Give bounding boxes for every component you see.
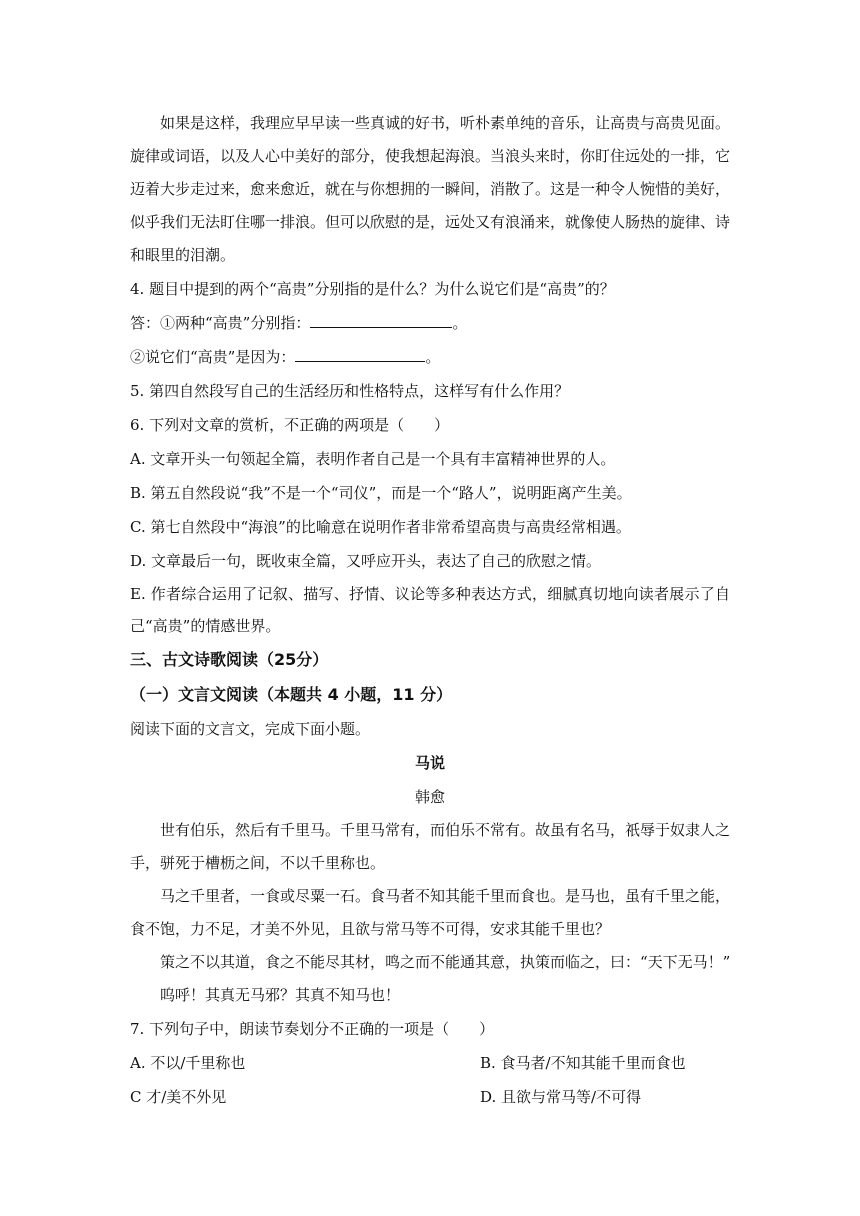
section-3-subtitle: （一）文言文阅读（本题共 4 小题，11 分） bbox=[130, 685, 453, 704]
classic-paragraph-3: 策之不以其道，食之不能尽其材，鸣之而不能通其意，执策而临之，曰：“天下无马！” bbox=[160, 953, 731, 971]
answer-2-label: ②说它们“高贵”是因为： bbox=[130, 348, 296, 366]
classic-title: 马说 bbox=[414, 754, 445, 772]
classic-paragraph-2: 马之千里者，一食或尽粟一石。食马者不知其能千里而食也。是马也，虽有千里之能，食不饱，力不足，才美不外见，且欲与常马等不可得，安求其能千里也？ bbox=[130, 887, 731, 938]
question-5: 5. 第四自然段写自己的生活经历和性格特点，这样写有什么作用？ bbox=[130, 382, 570, 400]
answer-2-end: 。 bbox=[425, 348, 441, 366]
answer-1-blank[interactable] bbox=[310, 313, 452, 328]
question-7-option-d: D. 且欲与常马等/不可得 bbox=[480, 1088, 642, 1106]
classic-paragraph-4: 呜呼！其真无马邪？其真不知马也！ bbox=[160, 986, 401, 1004]
classic-author: 韩愈 bbox=[414, 788, 445, 806]
section-3-instruction: 阅读下面的文言文，完成下面小题。 bbox=[130, 720, 371, 738]
answer-1-label: 答：①两种“高贵”分别指： bbox=[130, 314, 311, 332]
question-4: 4. 题目中提到的两个“高贵”分别指的是什么？为什么说它们是“高贵”的？ bbox=[130, 280, 615, 298]
question-6-option-a: A. 文章开头一句领起全篇，表明作者自己是一个具有丰富精神世界的人。 bbox=[130, 450, 616, 468]
answer-1-end: 。 bbox=[452, 314, 468, 332]
question-7-option-b: B. 食马者/不知其能千里而食也 bbox=[480, 1054, 686, 1072]
document-content bbox=[130, 107, 730, 1114]
question-4-answer-2 bbox=[130, 340, 730, 374]
question-6: 6. 下列对文章的赏析，不正确的两项是（ ） bbox=[130, 416, 450, 434]
passage-paragraph: 如果是这样，我理应早早读一些真诚的好书，听朴素单纯的音乐，让高贵与高贵见面。旋律或词语，以及人心中美好的部分，使我想起海浪。当浪头来时，你盯住远处的一排，它迈着大步走过来，愈来愈近，就在与你想拥的一瞬间，消散了。这是一种令人惋惜的美好，似乎我们无法盯住哪一排浪。但可以欣慰的是，远处又有浪涌来，就像使人肠热的旋律、诗和眼里的泪潮。 bbox=[130, 114, 731, 264]
question-7-options-row-1 bbox=[130, 1046, 730, 1080]
question-7-options-row-2 bbox=[130, 1080, 730, 1114]
question-6-option-b: B. 第五自然段说“我”不是一个“司仪”，而是一个“路人”，说明距离产生美。 bbox=[130, 484, 632, 502]
question-4-answer-1 bbox=[130, 306, 730, 340]
question-6-option-c: C. 第七自然段中“海浪”的比喻意在说明作者非常希望高贵与高贵经常相遇。 bbox=[130, 518, 631, 536]
answer-2-blank[interactable] bbox=[295, 347, 425, 362]
classic-paragraph-1: 世有伯乐，然后有千里马。千里马常有，而伯乐不常有。故虽有名马，祇辱于奴隶人之手，骈死于槽枥之间，不以千里称也。 bbox=[130, 821, 731, 872]
section-3-title: 三、古文诗歌阅读（25分） bbox=[130, 650, 329, 669]
question-7: 7. 下列句子中，朗读节奏划分不正确的一项是（ ） bbox=[130, 1020, 495, 1038]
question-7-option-a: A. 不以/千里称也 bbox=[130, 1054, 246, 1072]
question-7-option-c: C 才/美不外见 bbox=[130, 1088, 227, 1106]
question-6-option-d: D. 文章最后一句，既收束全篇，又呼应开头，表达了自己的欣慰之情。 bbox=[130, 552, 602, 570]
question-6-option-e: E. 作者综合运用了记叙、描写、抒情、议论等多种表达方式，细腻真切地向读者展示了自己“高贵”的情感世界。 bbox=[130, 585, 730, 635]
